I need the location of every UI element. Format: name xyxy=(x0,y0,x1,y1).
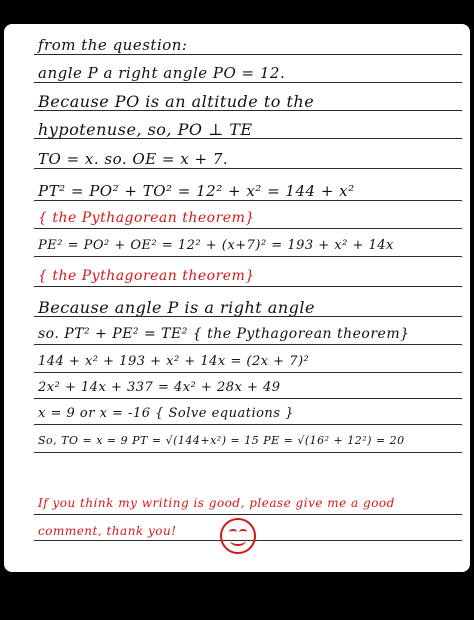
ruled-line xyxy=(34,452,462,453)
handwritten-line: angle P a right angle PO = 12. xyxy=(38,64,286,82)
ruled-line xyxy=(34,256,462,257)
smiley-face-icon xyxy=(220,518,256,554)
handwritten-line: hypotenuse, so, PO ⊥ TE xyxy=(38,120,253,139)
ruled-line xyxy=(34,200,462,201)
handwritten-line: If you think my writing is good, please give me a good xyxy=(38,496,395,510)
handwritten-line: PE² = PO² + OE² = 12² + (x+7)² = 193 + x² + 14x xyxy=(38,238,394,253)
handwritten-line: So, TO = x = 9 PT = √(144+x²) = 15 PE = √(16² + 12²) = 20 xyxy=(38,434,405,447)
ruled-line xyxy=(34,54,462,55)
ruled-line xyxy=(34,344,462,345)
handwritten-line: 2x² + 14x + 337 = 4x² + 28x + 49 xyxy=(38,380,281,395)
handwritten-line: 144 + x² + 193 + x² + 14x = (2x + 7)² xyxy=(38,354,310,369)
handwritten-line: PT² = PO² + TO² = 12² + x² = 144 + x² xyxy=(38,182,355,200)
ruled-line xyxy=(34,228,462,229)
handwritten-line: so. PT² + PE² = TE² { the Pythagorean theorem} xyxy=(38,326,410,342)
ruled-line xyxy=(34,286,462,287)
notebook-page xyxy=(4,24,470,572)
ruled-line xyxy=(34,398,462,399)
handwritten-line: Because angle P is a right angle xyxy=(38,298,315,317)
ruled-line xyxy=(34,168,462,169)
handwritten-line: comment, thank you! xyxy=(38,524,177,538)
handwritten-line: x = 9 or x = -16 { Solve equations } xyxy=(38,406,294,421)
handwritten-line: Because PO is an altitude to the xyxy=(38,92,315,111)
ruled-line xyxy=(34,424,462,425)
ruled-line xyxy=(34,372,462,373)
handwritten-line: TO = x. so. OE = x + 7. xyxy=(38,150,229,168)
ruled-line xyxy=(34,514,462,515)
handwritten-line: { the Pythagorean theorem} xyxy=(38,268,255,284)
handwritten-line: { the Pythagorean theorem} xyxy=(38,210,255,226)
ruled-line xyxy=(34,82,462,83)
handwritten-line: from the question: xyxy=(38,36,188,54)
